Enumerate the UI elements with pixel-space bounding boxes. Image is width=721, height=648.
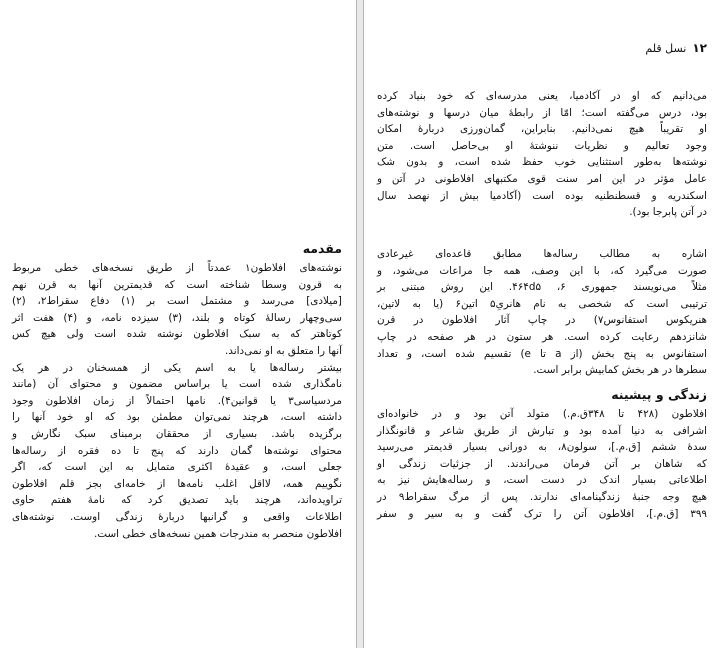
text-line: به قرون وسطا شناخته است که قدیمترین آنها به قرن نهم	[12, 278, 342, 291]
text-line: نامگذاری شده است یا براساس مضمون و محتوای آن (مانند	[12, 378, 342, 391]
text-line: سی‌وچهار رسالهٔ کوتاه و بلند، (۳) سیزده نامه، و (۴) هفت اثر	[12, 311, 342, 324]
text-line: هنریکوس استفانوس۷) در چاپ آثار افلاطون در قرن	[377, 314, 707, 327]
running-title: نسل قلم	[645, 41, 687, 55]
text-line: که شاهان بر آتن فرمان می‌راندند. از جزئیات زندگی او	[377, 457, 707, 470]
text-line: هیچ وجه جنبهٔ زندگینامه‌ای ندارند. پس از مرگ سقراط۹ در	[377, 490, 707, 503]
text-line: نگوییم همه، لااقل اغلب نامه‌ها از خامه‌ای بجز قلم افلاطون	[12, 477, 342, 490]
text-line: سطرها در هر بخش کمابیش برابر است.	[533, 364, 707, 377]
right-page	[363, 0, 721, 648]
running-header	[378, 40, 707, 56]
text-line: افلاطون منحصر به مندرجات همین نسخه‌های خطی است.	[93, 527, 342, 540]
text-line: اشاره به مطالب رساله‌ها مطابق قاعده‌ای غیرعادی	[377, 248, 707, 260]
text-line: نوشته‌های افلاطون۱ عمدتاً از طریق نسخه‌های خطی مربوط	[12, 262, 343, 274]
text-line: اسکندریه و قسطنطنیه بوده است (آکادمیا بیش از نهصد سال	[377, 189, 707, 202]
text-line: می‌دانیم که او در آکادمیا، یعنی مدرسه‌ای که خود بنیاد کرده	[377, 90, 707, 102]
text-line: استفانوس به پنج بخش (از a تا e) تقسیم شده است، و تعداد	[377, 347, 707, 360]
left-section	[12, 240, 342, 542]
section-heading: زندگی و پیشینه	[611, 387, 707, 402]
text-line: او تقریباً هیچ نمی‌دانیم. بنابراین، گمان‌ورزی دربارهٔ امکان	[377, 123, 707, 136]
text-line: ترتیبی است که شخصی به نام هانریِ۵ اتین۶ (یا به لاتین،	[377, 297, 707, 310]
text-line: [میلادی] می‌رسد و مشتمل است بر (۱) دفاع سقراط۲، (۲)	[12, 295, 342, 308]
text-line: مردسیاسی۳ یا قوانین۴). نامها احتمالاً از زمان افلاطون وجود	[12, 394, 342, 407]
text-line: شانزدهم رعایت کرده است. هر ستون در هر صفحه در چاپ	[377, 330, 707, 343]
text-line: نوشته‌ها به‌طور استثنایی خوب حفظ شده است، و بدون شک	[377, 156, 707, 169]
text-line: وجود تعالیم و نظریات ننوشتهٔ او بی‌حاصل است. متن	[377, 139, 707, 152]
right-paragraph-1	[377, 88, 707, 221]
text-line: اطلاعاتی بسیار اندک در دست است، و رساله‌هایش نیز به	[377, 474, 707, 487]
right-paragraph-2	[377, 246, 707, 379]
page-number: ۱۲	[692, 41, 707, 55]
left-page	[0, 0, 357, 648]
text-line: محتوای نوشته‌ها گمان دارند که پنج تا ده فقره از رساله‌ها	[12, 444, 342, 457]
right-section	[377, 386, 707, 522]
text-line: اشرافی به دنیا آمده بود و تبارش از طریق شاعر و قانونگذار	[377, 424, 707, 437]
text-line: داشته است، هرچند نمی‌توان مطمئن بود که او خود آنها را	[12, 411, 342, 424]
text-line: عامل مؤثر در این امر سنت قوی مکتبهای افلاطونی در آتن و	[377, 172, 707, 185]
text-line: برگزیده باشد. بسیاری از محققان برمبنای سبک نگارش و	[12, 427, 342, 440]
text-line: جعلی است، و عقیدهٔ اکثری متمایل به این است که، اگر	[12, 461, 342, 474]
section-heading: مقدمه	[302, 241, 342, 256]
text-line: کوتاهتر که به سبک افلاطون نوشته شده است ولی هیچ کس	[12, 328, 342, 341]
text-line: اطلاعات واقعی و گرانبها دربارهٔ زندگی اوست. نوشته‌های	[12, 510, 342, 523]
text-line: بود، درس می‌گفته است؛ امّا از رابطهٔ میان درسها و نوشته‌های	[377, 106, 707, 119]
text-line: آنها را متعلق به او نمی‌داند.	[224, 344, 342, 357]
text-line: سدهٔ ششم [ق.م.]، سولون۸، به دورانی بسیار قدیمتر می‌رسید	[377, 441, 707, 454]
text-line: افلاطون (۴۲۸ تا ۳۴۸ق.م.) متولد آتن بود و در خانواده‌ای	[377, 408, 707, 420]
text-line: مثلاً می‌نویسند جمهوری ۶، ۴۶۴d۵. این روش مبتنی بر	[377, 281, 707, 294]
text-line: بیشتر رساله‌ها یا به اسم یکی از همسخنان در هر یک	[12, 361, 342, 374]
text-line: تراویده‌اند، هرچند باید تصدیق کرد که نامهٔ هفتم حاوی	[12, 494, 342, 507]
text-line: در آتن پابرجا بود).	[629, 206, 707, 219]
text-line: صورت می‌گیرد که، با این وصف، همه جا مراعات می‌شود، و	[377, 264, 707, 277]
text-line: ۳۹۹ [ق.م.]، افلاطون آتن را ترک گفت و به سیر و سفر	[377, 507, 707, 520]
